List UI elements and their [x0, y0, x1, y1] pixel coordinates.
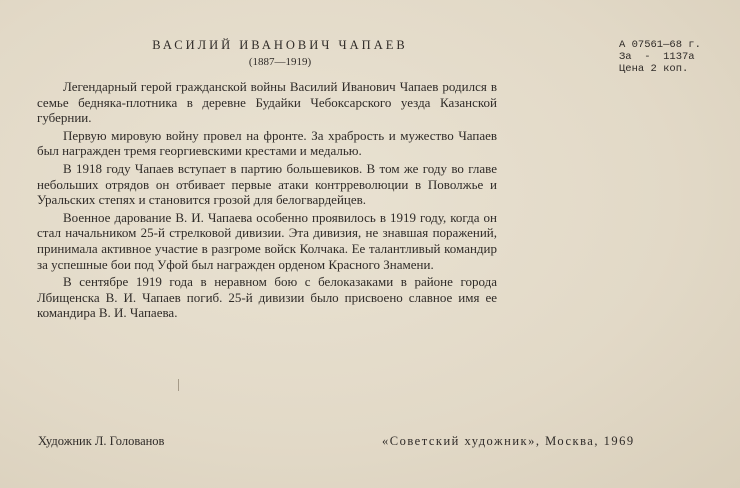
order-number: За - 1137а — [619, 51, 695, 63]
paper-speck — [178, 379, 179, 391]
biography-text — [37, 79, 497, 323]
print-code: А 07561—68 г. — [619, 39, 701, 51]
artist-credit: Художник Л. Голованов — [38, 434, 165, 448]
paragraph: Первую мировую войну провел на фронте. За храбрость и мужество Чапаев был награжден тремя георгиевскими крестами и медалью. — [37, 127, 497, 159]
life-years: (1887—1919) — [248, 56, 312, 68]
paragraph: В 1918 году Чапаев вступает в партию большевиков. В том же году во главе небольших отрядов он отбивает первые атаки контрреволюции в Поволжье и Уральских степях и становится грозой для белогвардейцев. — [37, 160, 497, 208]
paragraph: В сентябре 1919 года в неравном бою с белоказаками в районе города Лбищенска В. И. Чапаев погиб. 25-й дивизии было присвоено славное имя ее командира В. И. Чапаева. — [37, 274, 497, 321]
price-label: Цена 2 коп. — [619, 63, 689, 75]
paragraph: Легендарный герой гражданской войны Василий Иванович Чапаев родился в семье бедняка-плотника в деревне Будайки Чебоксарского уезда Казанской губернии. — [37, 79, 497, 126]
paragraph: Военное дарование В. И. Чапаева особенно проявилось в 1919 году, когда он стал начальником 25-й стрелковой дивизии. Эта дивизия, не знавшая поражений, принимала активное участие в разгроме войск Колчака. Ее талантливый командир за успешные бои под Уфой был награжден орденом Красного Знамени. — [37, 209, 497, 272]
print-info — [619, 39, 701, 75]
publisher-credit: «Советский художник», Москва, 1969 — [382, 434, 635, 448]
page-title: ВАСИЛИЙ ИВАНОВИЧ ЧАПАЕВ — [152, 38, 408, 52]
